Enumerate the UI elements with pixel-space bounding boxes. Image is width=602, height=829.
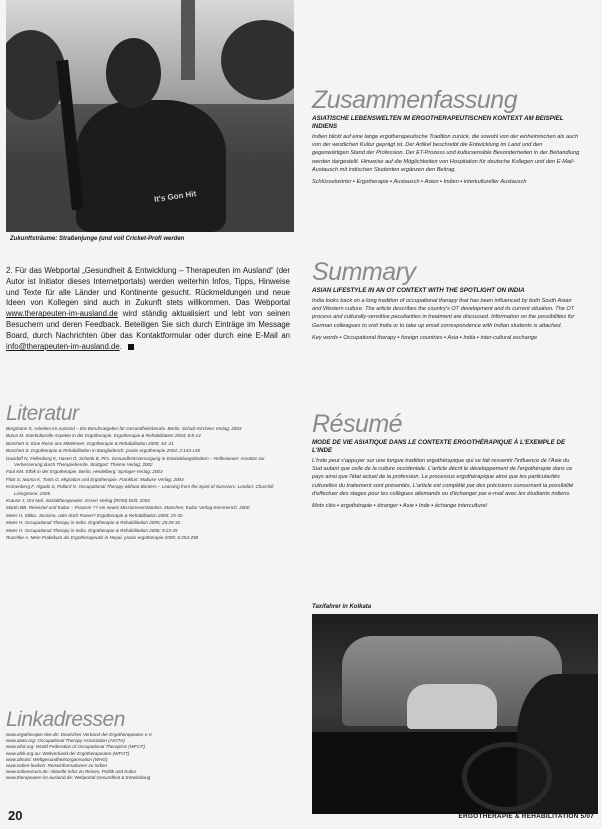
link-item[interactable]: www.indienvisum.de: Aktuelle Infos zu Reisen, Politik und Kultur — [6, 769, 137, 775]
top-photo — [6, 0, 294, 232]
summary-heading: Summary — [312, 258, 416, 286]
zusammenfassung-subhead: ASIATISCHE LEBENSWELTEN IM ERGOTHERAPEUTISCHEN KONTEXT AM BEISPIEL INDIENS — [312, 115, 564, 130]
zusammenfassung-section — [312, 86, 580, 186]
reference-item: Boschert S. Ergotherapie & Rehabilitation in Bangladesch. praxis ergotherapie 2004; 2:143-145 — [6, 448, 201, 454]
reference-item: Meier H, Sikka. Jasmine, oder doch Raven? Ergotherapie & Rehabilitation 2005; 25-30 — [6, 512, 183, 518]
link-item[interactable]: www.therapeuten-im-ausland.de: Webportal Gesundheit & Entwicklung — [6, 775, 151, 781]
reference-item: Ruschke A. Mein Praktikum als Ergotherapeutin in Nepal. praxis ergotherapie 2005; 6:254-258 — [6, 535, 199, 541]
reference-item: Davidoff N, Fellenberg K, Hasen D, Schenk B, Pirs. Gesundheitsversorgung in Entwicklungsländern – Reflexionen: Ansätze zur Verbesserung durch Therapieberufe. Stuttgart: Thieme Verlag; 2002 — [6, 455, 265, 468]
reference-item: Krause J, Oni Neil. Sozialtherapeuten. Essen Verlag (ROM) Dritt; 2003 — [6, 498, 150, 504]
link-list — [6, 732, 294, 782]
reference-item: Meier H. Occupational Therapy in India. Ergotherapie & Rehabilitation 2006; 9:23-25 — [6, 527, 178, 533]
link-item[interactable]: www.wfot.org: World Federation of Occupational Therapists (WFOT) — [6, 744, 145, 750]
link-item[interactable]: www.aiota.org: Occupational Therapy Association (AIOTA) — [6, 738, 125, 744]
summary-section — [312, 258, 580, 342]
reference-item: Martin BB. Reiseziel und Kultur – Praxiser ?? ein neues Missionsverständnis. München: Kultur Verlag Kemmerich; 2000 — [6, 505, 250, 511]
bottom-photo-caption: Taxifahrer in Kolkata — [312, 604, 372, 610]
reference-list — [6, 426, 294, 542]
linkadressen-heading: Linkadressen — [6, 708, 125, 731]
link-item[interactable]: www.indien-lexikon: Reiseinformationen zu Indien — [6, 763, 108, 769]
resume-section — [312, 410, 580, 510]
resume-body: L'Inde peut s'appuyer sur une longue tradition ergothérapique qui se fait ressentir l'influence de l'Asie du Sud autant que celle de la culture occidentale. L'article décrit le développement de l'ergothérapie dans ce pays ainsi que l'état actuel de la profession. Le processus ergothérapique ainsi que les particularités culturelles du traitement sont présentés. L'article est complété par des précisions concernant la possibilité d'effectuer des stages pour les collègues allemands ou d'échanger par e-mail avec les étudiants indiens. — [312, 458, 574, 497]
main-text-paragraph-1: Für das Webportal „Gesundheit & Entwicklung – Therapeuten im Ausland“ (der Autor ist Initiator dieses Internetportals) werden weiterhin Infos, Tipps, Hinweise und Texte für alle Länder und Kontinente gesucht. Rückmeldungen und neue Ideen von Kollegen sind auch in Zukunft stets willkommen. Das Webportal — [6, 266, 290, 308]
photo-building — [181, 0, 195, 80]
literatur-section — [6, 402, 294, 543]
summary-subhead: ASIAN LIFESTYLE IN AN OT CONTEXT WITH THE SPOTLIGHT ON INDIA — [312, 287, 525, 294]
reference-item: Boschert S. Eine Reise ans Mittelmeer. Ergotherapie & Rehabilitation 2005; 44: 21 — [6, 440, 174, 446]
reference-item: Meier H. Occupational Therapy in India. Ergotherapie & Rehabilitation 2005; 25:28-32 — [6, 520, 181, 526]
top-photo-caption: Zukunftsträume: Straßenjunge (und voll Cricket-Profi werden — [10, 236, 185, 242]
resume-heading: Résumé — [312, 410, 403, 438]
zusammenfassung-keywords: Schlüsselwörter ▪ Ergotherapie ▪ Austausch ▪ Asien ▪ Indien ▪ interkultureller Austausch — [312, 179, 527, 186]
email-link[interactable]: info@therapeuten-im-ausland.de — [6, 341, 120, 351]
end-mark — [128, 344, 134, 350]
main-text-paragraph-2: wird ständig aktualisiert und lebt von seinen Besuchern und deren Feedback. Beteiligen Sie sich durch Einträge im Message Board, durch Nachrichten über das Kontaktformular oder durch eine E-Mail an — [6, 309, 290, 340]
reference-item: Bergmann S. Arbeiten im Ausland – Ein Berufsratgeber für Gesundheitsberufe. Berlin: Schulz-Kirchner Verlag; 2003 — [6, 426, 242, 431]
linkadressen-section — [6, 708, 294, 782]
main-text-number: 2 — [6, 266, 11, 275]
summary-keywords: Key words ▪ Occupational therapy ▪ foreign countries ▪ Asia ▪ India ▪ inter-cultural exchange — [312, 334, 538, 341]
summary-body: India looks back on a long tradition of occupational therapy that has been influenced by both South Asian and Western culture. The article describes the country's OT development and its current situation. The OT process and culturally-sensitive peculiarities in treatment are discussed. Information on the possibilities for German colleagues to visit India or to take up email correspondence with Indian students is attached. — [312, 298, 575, 329]
photo-head — [106, 38, 161, 108]
reference-item: Kronenberg F, Algado S, Pollard N. Occupational Therapy without Borders – Learning from the Spirit of Survivors. London: Churchill Livingstone; 2005 — [6, 484, 274, 496]
resume-keywords: Mots clés ▪ ergothérapie ▪ étranger ▪ Asie ▪ Inde ▪ échange interculturel — [312, 503, 487, 510]
reference-item: Flick S, Iwama K, Tonts G. Migration und Ergotherapie. Frankfurt: Mabuse Verlag; 2004 — [6, 476, 184, 482]
link-item[interactable]: www.ahik.org.au: Weltverband der Ergotherapeuten (WFOT) — [6, 750, 130, 756]
zusammenfassung-heading: Zusammenfassung — [312, 86, 518, 114]
zusammenfassung-body: Indien blickt auf eine lange ergotherapeutische Tradition zurück, die sowohl von der einheimischen als auch von der westlichen Kultur geprägt ist. Der Artikel beschreibt die Entwicklung im Land und den gegenwärtigen Stand der Profession. Der ET-Prozess und kultursensible Besonderheiten in der Behandlung werden dargestellt. Hinweise auf die Möglichkeiten von Hospitation für deutsche Kollegen und den E-Mail-Austausch mit indischen Studenten ergänzen den Beitrag. — [312, 134, 580, 173]
reference-item: Faul KM. Ethik in der Ergotherapie. Berlin, Heidelberg: Springer-Verlag; 2003 — [6, 469, 163, 475]
resume-subhead: MODE DE VIE ASIATIQUE DANS LE CONTEXTE ERGOTHÉRAPIQUE À L'EXEMPLE DE L'INDE — [312, 439, 566, 454]
link-item[interactable]: www.ergotherapie-dve.de: Deutscher Verband der Ergotherapeuten e.V. — [6, 732, 153, 737]
photo-taxi — [407, 684, 497, 729]
photo-steering-wheel — [462, 742, 552, 812]
link-item[interactable]: www.altruist: Weltgesundheitsorganisation (WHO) — [6, 756, 108, 762]
photo-person — [76, 100, 226, 232]
photo-shirt-text: It's Gon Hit — [153, 189, 197, 204]
page-number: 20 — [8, 808, 23, 823]
journal-source: ERGOTHERAPIE & REHABILITATION 5/07 — [458, 813, 594, 820]
main-text: 2. Für das Webportal „Gesundheit & Entwicklung – Therapeuten im Ausland“ (der Autor ist Initiator dieses Internetportals) werden weiterhin Infos, Tipps, Hinweise und Texte für alle Länder und Kontinente gesucht. Rückmeldungen und neue Ideen von Kollegen sind auch in Zukunft stets willkommen. Das Webportal www.therapeuten-im-ausland.de wird ständig aktualisiert und lebt von seinen Besuchern und deren Feedback. Beteiligen Sie sich durch Einträge im Message Board, durch Nachrichten über das Kontaktformular oder durch eine E-Mail an info@therapeuten-im-ausland.de. — [6, 266, 290, 351]
reference-item: Borus M. Interkulturelle Aspekte in der Ergotherapie. Ergotherapie & Rehabilitation 2004; 8:8-14 — [6, 433, 201, 439]
bottom-photo — [312, 614, 598, 814]
literatur-heading: Literatur — [6, 402, 79, 425]
webportal-link[interactable]: www.therapeuten-im-ausland.de — [6, 309, 118, 319]
